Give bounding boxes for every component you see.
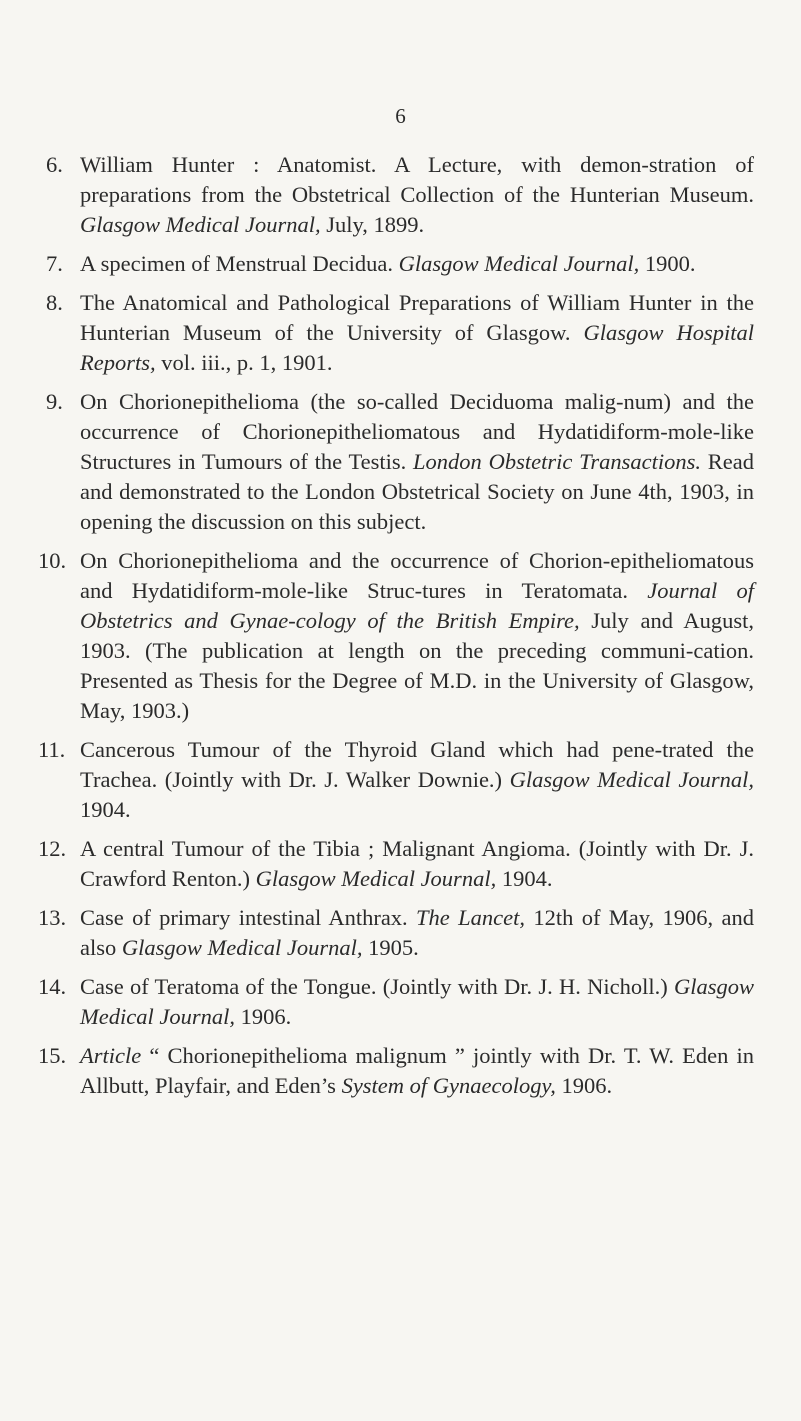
list-item [38, 735, 755, 825]
entry-text: On Chorionepithelioma and the occurrence of Chorion-epitheliomatous and Hydatidiform-mole-like Struc-tures in Teratomata. [80, 548, 754, 603]
entry-number: 6. [46, 152, 63, 177]
entry-text: 12th of May, 1906, and also [80, 905, 754, 960]
journal-title: Glasgow Medical Journal, [80, 212, 321, 237]
entry-number: 14. [38, 974, 67, 999]
journal-title: Glasgow Medical Journal, [121, 935, 363, 960]
entry-number: 12. [38, 836, 67, 861]
list-item [46, 387, 754, 537]
journal-title: Glasgow Medical Journal, [255, 866, 497, 891]
journal-title: The Lancet, [416, 905, 525, 930]
journal-title: Glasgow Medical Journal, [509, 767, 755, 792]
entry-text: William Hunter : Anatomist. A Lecture, with demon-stration of preparations from the Obstetrical Collection of the Hunterian Museum. [80, 152, 754, 207]
entry-text: Case of Teratoma of the Tongue. (Jointly with Dr. J. H. Nicholl.) [80, 974, 674, 999]
list-item [38, 903, 754, 963]
entry-number: 11. [38, 737, 66, 762]
entry-text: A specimen of Menstrual Decidua. [80, 251, 399, 276]
journal-title: Glasgow Medical Journal, [398, 251, 640, 276]
entry-text: Read and demonstrated to the London Obstetrical Society on June 4th, 1903, in opening the discussion on this subject. [80, 449, 755, 534]
entry-text: 1906. [555, 1073, 613, 1098]
list-item [38, 546, 754, 726]
entry-number: 15. [38, 1043, 67, 1068]
bibliography-list [38, 150, 755, 1110]
entry-number: 8. [46, 290, 63, 315]
entry-number: 13. [38, 905, 67, 930]
entry-number: 9. [46, 389, 63, 414]
entry-text: Case of primary intestinal Anthrax. [80, 905, 417, 930]
entry-text: 1904. [80, 797, 131, 822]
entry-text: “ Chorionepithelioma malignum ” jointly with Dr. T. W. Eden in Allbutt, Playfair, and Eden’s [80, 1043, 754, 1098]
list-item [38, 834, 754, 894]
journal-title: Glasgow Medical Journal, [80, 974, 754, 1029]
entry-text: 1905. [362, 935, 419, 960]
entry-text: Cancerous Tumour of the Thyroid Gland which had pene-trated the Trachea. (Jointly with Dr. J. Walker Downie.) [80, 737, 754, 792]
entry-text: 1904. [496, 866, 553, 891]
entry-text: A central Tumour of the Tibia ; Malignant Angioma. (Jointly with Dr. J. Crawford Renton.) [80, 836, 754, 891]
journal-title: London Obstetric Transactions. [413, 449, 701, 474]
list-item [38, 1041, 754, 1101]
list-item [46, 249, 754, 279]
entry-text: July and August, 1903. (The publication at length on the preceding communi-cation. Presented as Thesis for the Degree of M.D. in the University of Glasgow, May, 1903.) [80, 608, 754, 723]
journal-title: Glasgow Hospital Reports, [80, 320, 754, 375]
entry-text: July, 1899. [320, 212, 425, 237]
entry-type: Article [80, 1043, 142, 1068]
list-item [46, 150, 754, 240]
entry-number: 7. [46, 251, 63, 276]
journal-title: System of Gynaecology, [341, 1073, 556, 1098]
list-item [46, 288, 754, 378]
entry-number: 10. [38, 548, 67, 573]
entry-text: The Anatomical and Pathological Preparations of William Hunter in the Hunterian Museum of the University of Glasgow. [80, 290, 754, 345]
entry-text: vol. iii., p. 1, 1901. [155, 350, 333, 375]
entry-text: 1906. [234, 1004, 292, 1029]
entry-text: On Chorionepithelioma (the so-called Deciduoma malig-num) and the occurrence of Chorionepitheliomatous and Hydatidiform-mole-like Structures in Tumours of the Testis. [80, 389, 754, 474]
list-item [38, 972, 754, 1032]
entry-text: 1900. [639, 251, 696, 276]
page-number: 6 [395, 104, 406, 128]
journal-title: Journal of Obstetrics and Gynae-cology of the British Empire, [80, 578, 754, 633]
